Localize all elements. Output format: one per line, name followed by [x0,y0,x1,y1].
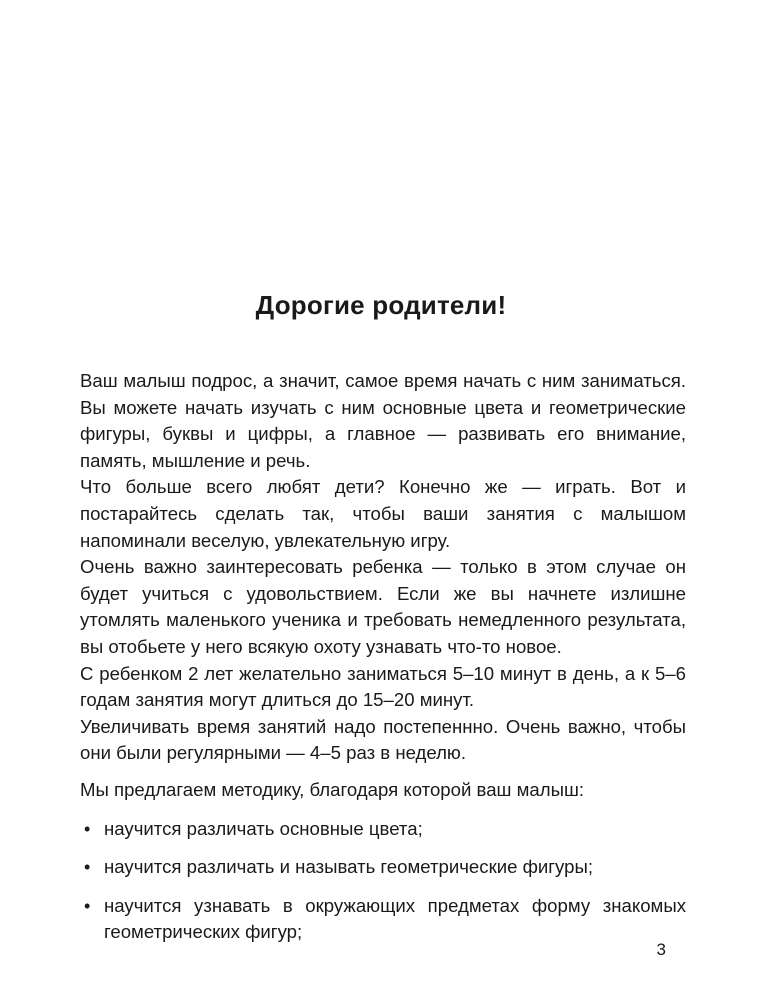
paragraph: Очень важно заинтересовать ребенка — только в этом случае он будет учиться с удовольствием. Если же вы начнете излишне утомлять маленького ученика и требовать немедленного результата, вы отобьете у него всякую охоту узнавать что-то новое. [80,556,686,657]
list-item [80,816,686,843]
bullet-icon: • [84,818,91,839]
paragraph: Увеличивать время занятий надо постепеннно. Очень важно, чтобы они были регулярными — 4–5 раз в неделю. [80,715,686,764]
page-title: Дорогие родители! [255,290,507,320]
skills-list [80,816,686,946]
bullet-icon: • [84,857,91,878]
page-number: 3 [656,940,666,959]
bullet-icon: • [84,895,91,916]
paragraph: Что больше всего любят дети? Конечно же — играть. Вот и постарайтесь сделать так, чтобы ваши занятия с малышом напоминали веселую, увлекательную игру. [80,476,686,551]
list-item [80,893,686,946]
list-item [80,854,686,881]
list-item-text: научится узнавать в окружающих предметах форму знакомых геометрических фигур; [104,894,686,943]
lead-in-text: Мы предлагаем методику, благодаря которой ваш малыш: [80,778,585,800]
body-text [80,368,686,958]
list-item-text: научится различать и называть геометрические фигуры; [104,856,594,878]
list-item-text: научится различать основные цвета; [104,817,423,839]
paragraph: С ребенком 2 лет желательно заниматься 5–10 минут в день, а к 5–6 годам занятия могут длиться до 15–20 минут. [80,662,686,711]
paragraph: Ваш малыш подрос, а значит, самое время начать с ним заниматься. Вы можете начать изучать с ним основные цвета и геометрические фигуры, буквы и цифры, а главное — развивать его внимание, память, мышление и речь. [80,370,686,471]
